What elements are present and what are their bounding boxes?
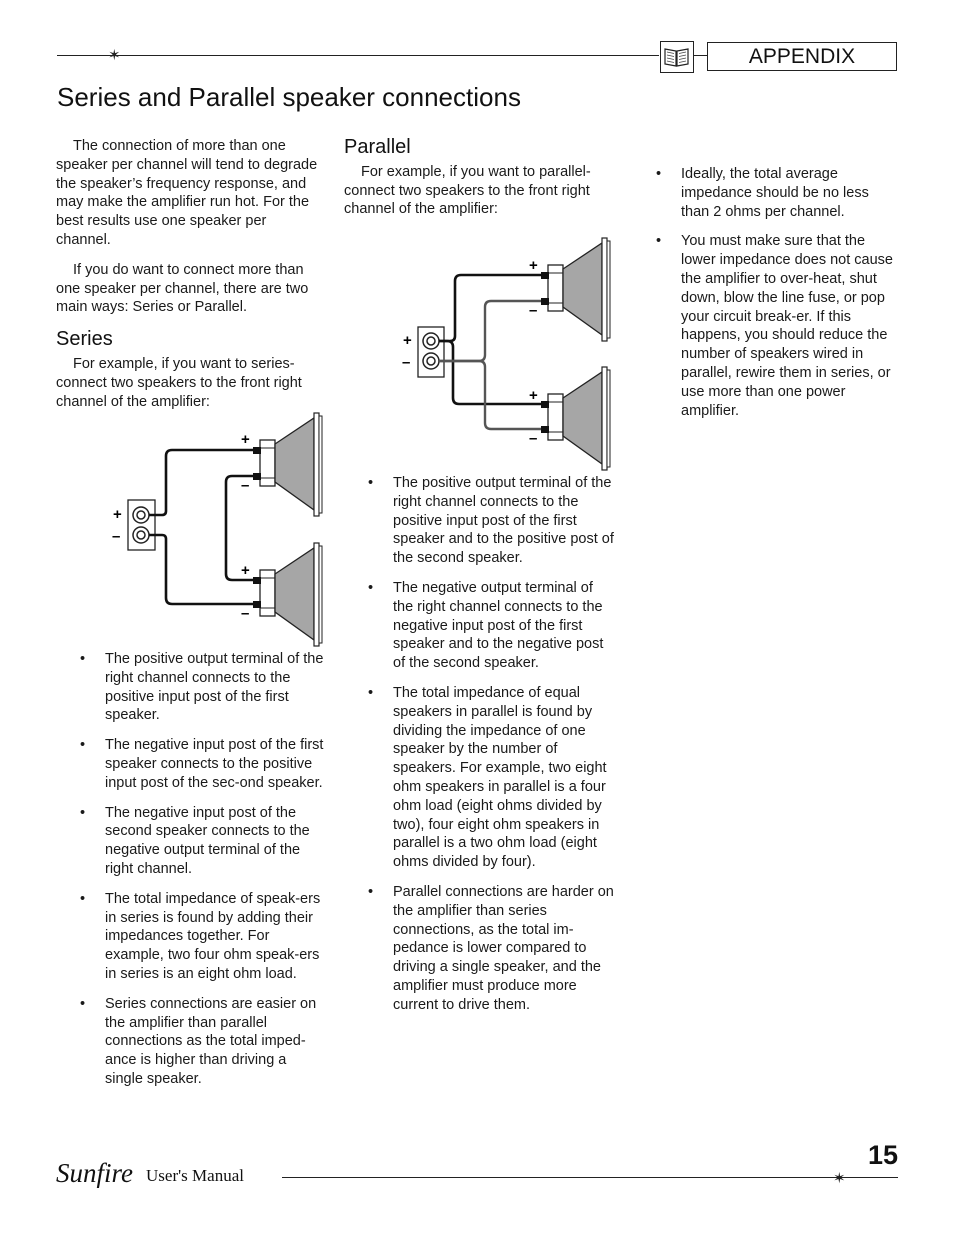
- list-item: • The negative input post of the first speaker connects to the positive input post of the sec-ond speaker.: [80, 736, 324, 792]
- wire-positive: [149, 450, 253, 515]
- series-wiring-diagram: [100, 408, 330, 650]
- page-title: Series and Parallel speaker connections: [57, 82, 521, 112]
- speaker-icon: [541, 367, 610, 470]
- list-item: • The negative input post of the second speaker connects to the negative output terminal of the right channel.: [80, 804, 324, 879]
- speaker-icon: [253, 413, 322, 516]
- list-item: • The positive output terminal of the right channel connects to the positive input post of the first speaker and to the positive post of the second speaker.: [368, 474, 614, 568]
- series-heading: Series: [56, 328, 113, 351]
- brand-logo: Sunfire: [56, 1158, 133, 1188]
- speaker2-plus-label: +: [529, 387, 538, 404]
- intro-paragraph: The connection of more than one speaker per channel will tend to degrade the speaker’s frequency response, and may make the amplifier run hot. For the best results use one speaker per channel.: [56, 138, 318, 248]
- speaker-icon: [253, 543, 322, 646]
- book-icon: [660, 41, 694, 73]
- list-item: • The total impedance of equal speakers in parallel is found by dividing the impedance of one speaker by the number of speakers. For example, two eight ohm speakers in parallel is a four ohm load (eight ohms divided by two), four eight ohm speakers in parallel is a two ohm load (eight ohms divided by four).: [368, 684, 614, 872]
- list-item: • You must make sure that the lower impedance does not cause the amplifier to over-heat, shut down, blow the line fuse, or pop your circuit break-er. If this happens, you should reduce the number of speakers wired in parallel, rewire them in series, or use more than one power amplifier.: [656, 232, 900, 420]
- wire-negative: [149, 535, 253, 604]
- parallel-wiring-diagram: [395, 232, 620, 477]
- speaker2-plus-label: +: [241, 562, 250, 579]
- speaker1-minus-label: –: [241, 477, 250, 494]
- speaker-icon: [541, 238, 610, 341]
- list-item: • The positive output terminal of the right channel connects to the positive input post of the first speaker.: [80, 650, 324, 725]
- amp-minus-label: –: [112, 528, 121, 545]
- section-label: APPENDIX: [707, 42, 897, 71]
- intro-paragraph: If you do want to connect more than one speaker per channel, there are two main ways: Series or Parallel.: [56, 261, 309, 316]
- column-left: [56, 137, 324, 422]
- speaker1-plus-label: +: [529, 257, 538, 274]
- series-bullets: [80, 650, 324, 1100]
- speaker2-minus-label: –: [529, 430, 538, 447]
- speaker2-minus-label: –: [241, 605, 250, 622]
- parallel-heading: Parallel: [344, 136, 411, 158]
- manual-label: User's Manual: [146, 1166, 244, 1185]
- list-item: • Series connections are easier on the amplifier than parallel connections as the total imped-ance is higher than driving a single speaker.: [80, 995, 324, 1089]
- parallel-intro: For example, if you want to parallel-connect two speakers to the front right channel of the amplifier:: [344, 163, 591, 218]
- speaker1-minus-label: –: [529, 302, 538, 319]
- header-rule-connector: [694, 55, 708, 56]
- list-item: • Ideally, the total average impedance should be no less than 2 ohms per channel.: [656, 165, 900, 221]
- header-rule: [57, 55, 659, 56]
- list-item: • The total impedance of speak-ers in series is found by adding their impedances together. For example, two four ohm speak-ers in series is an eight ohm load.: [80, 890, 324, 984]
- wire-positive: [439, 275, 541, 341]
- amp-plus-label: +: [113, 506, 122, 523]
- list-item: • The negative output terminal of the right channel connects to the negative input post of the first speaker and to the negative post of the second speaker.: [368, 579, 614, 673]
- star-ornament-icon: ✶: [108, 47, 121, 64]
- footer-rule: [282, 1177, 898, 1178]
- star-ornament-icon: ✶: [833, 1170, 846, 1187]
- amp-plus-label: +: [403, 332, 412, 349]
- page-number: 15: [867, 1140, 898, 1170]
- amp-minus-label: –: [402, 354, 411, 371]
- notes-bullets: [656, 165, 900, 431]
- column-middle: [344, 138, 612, 230]
- wire-positive: [439, 341, 541, 404]
- series-intro: For example, if you want to series-connect two speakers to the front right channel of the amplifier:: [56, 355, 302, 410]
- parallel-bullets: [368, 474, 614, 1026]
- speaker1-plus-label: +: [241, 431, 250, 448]
- list-item: • Parallel connections are harder on the amplifier than series connections, as the total im-pedance is lower compared to driving a single speaker, and the amplifier must produce more current to drive them.: [368, 883, 614, 1015]
